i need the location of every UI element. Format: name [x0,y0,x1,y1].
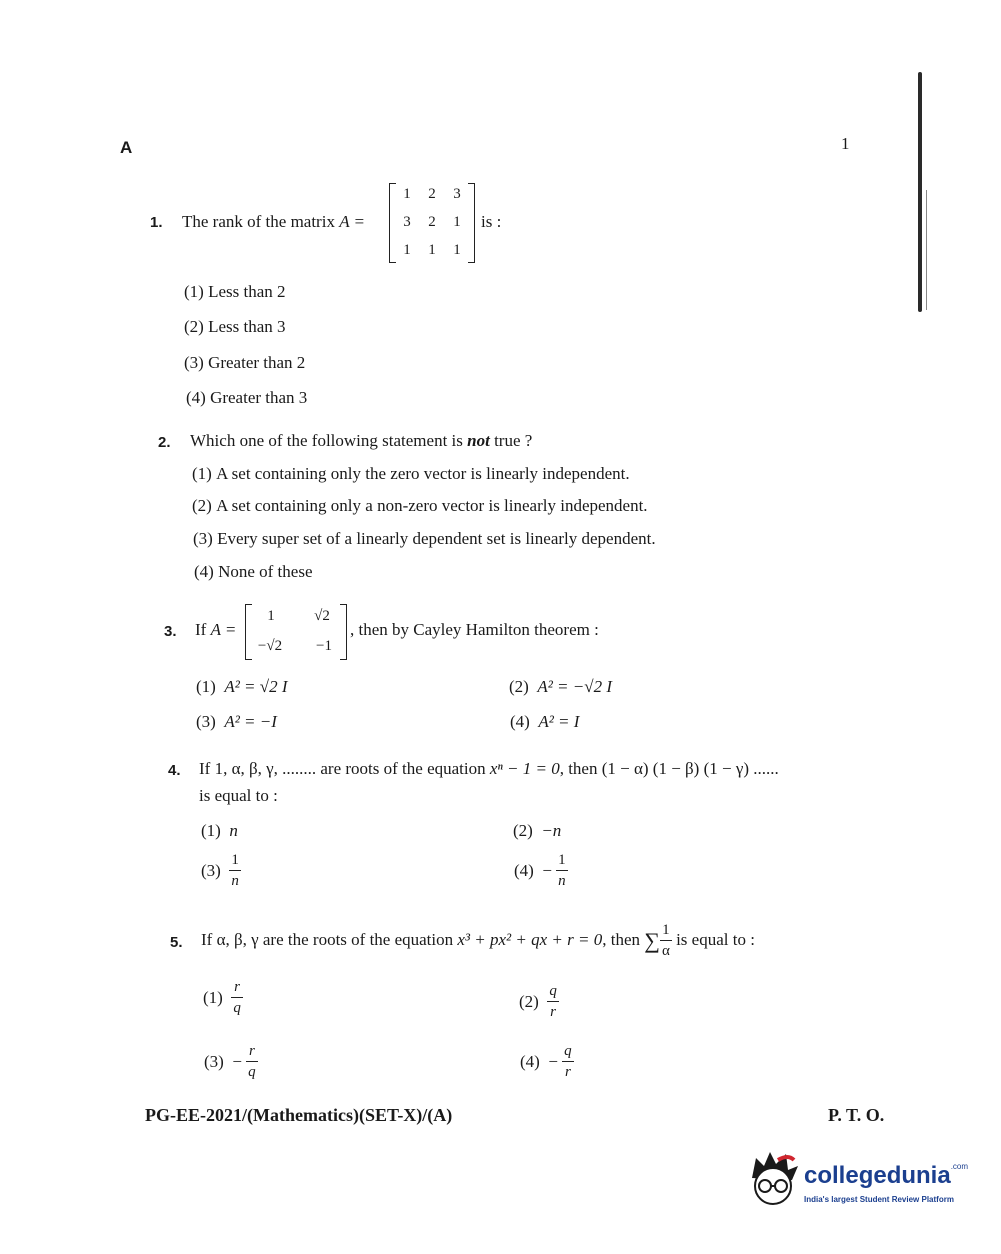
q1-option-3: (3) Greater than 2 [184,353,306,372]
q3-option-4: (4) A² = I [510,712,580,731]
q5-option-4: (4) − $\frac{q}{r}$ [520,1043,572,1080]
q4-number: 4. [168,762,181,779]
q4-option-1: (1) n [201,821,238,840]
q2-option-2: (2) A set containing only a non-zero vector is linearly independent. [192,496,648,515]
q4-text-line1: If 1, α, β, γ, ........ are roots of the equation xⁿ − 1 = 0, then (1 − α) (1 − β) (1 − γ) ...... [199,759,779,778]
matrix-cell: −1 [316,638,332,654]
q1-option-1: (1) Less than 2 [184,282,286,301]
logo-wordmark: collegedunia$^{.com}$ [804,1162,969,1189]
scan-edge-line [918,72,922,312]
q3-option-1: (1) A² = √2 I [196,677,288,696]
q1-text-after: is : [481,212,502,231]
q5-number: 5. [170,934,183,951]
set-letter: A [120,138,133,157]
matrix-cell: 2 [428,214,436,230]
matrix-cell: −√2 [257,638,283,654]
matrix-cell: 1 [267,608,275,624]
q1-option-4: (4) Greater than 3 [186,388,308,407]
q3-option-3: (3) A² = −I [196,712,277,731]
q3-matrix [245,604,347,660]
q5-text: If α, β, γ are the roots of the equation x³ + px² + qx + r = 0, then ∑ $\frac{1}{\alpha}$ is equal to : [201,922,755,960]
page-number: 1 [841,134,850,153]
q2-option-1: (1) A set containing only the zero vector is linearly independent. [192,464,630,483]
q1-matrix [389,183,475,263]
q5-option-2: (2) $\frac{q}{r}$ [519,983,557,1020]
q2-text: Which one of the following statement is not true ? [190,431,533,450]
scan-edge-line-thin [926,190,927,310]
paper-code: PG-EE-2021/(Mathematics)(SET-X)/(A) [145,1105,453,1125]
matrix-cell: 1 [403,186,411,202]
q2-option-4: (4) None of these [194,562,313,581]
matrix-cell: √2 [314,608,330,624]
matrix-cell: 3 [453,186,461,202]
matrix-cell: 1 [453,242,461,258]
q2-number: 2. [158,434,171,451]
logo-tagline: India's largest Student Review Platform [804,1195,954,1204]
q3-option-2: (2) A² = −√2 I [509,677,612,696]
collegedunia-logo [742,1148,972,1218]
pto-label: P. T. O. [828,1105,885,1125]
matrix-cell: 2 [428,186,436,202]
q1-number: 1. [150,214,163,231]
q5-option-3: (3) − $\frac{r}{q}$ [204,1043,256,1080]
q4-option-3: (3) $\frac{1}{n}$ [201,852,239,889]
mascot-icon [742,1148,804,1210]
q4-option-2: (2) −n [513,821,562,840]
q5-option-1: (1) $\frac{r}{q}$ [203,979,241,1016]
q3-text: If A = [195,620,237,639]
matrix-cell: 1 [403,242,411,258]
q4-option-4: (4) − $\frac{1}{n}$ [514,852,566,889]
q1-text: The rank of the matrix A = [182,212,366,231]
q4-text-line2: is equal to : [199,786,278,805]
matrix-cell: 1 [428,242,436,258]
matrix-cell: 3 [403,214,411,230]
q2-option-3: (3) Every super set of a linearly dependent set is linearly dependent. [193,529,656,548]
q3-number: 3. [164,623,177,640]
matrix-cell: 1 [453,214,461,230]
q1-option-2: (2) Less than 3 [184,317,286,336]
q3-text-after: , then by Cayley Hamilton theorem : [350,620,599,639]
